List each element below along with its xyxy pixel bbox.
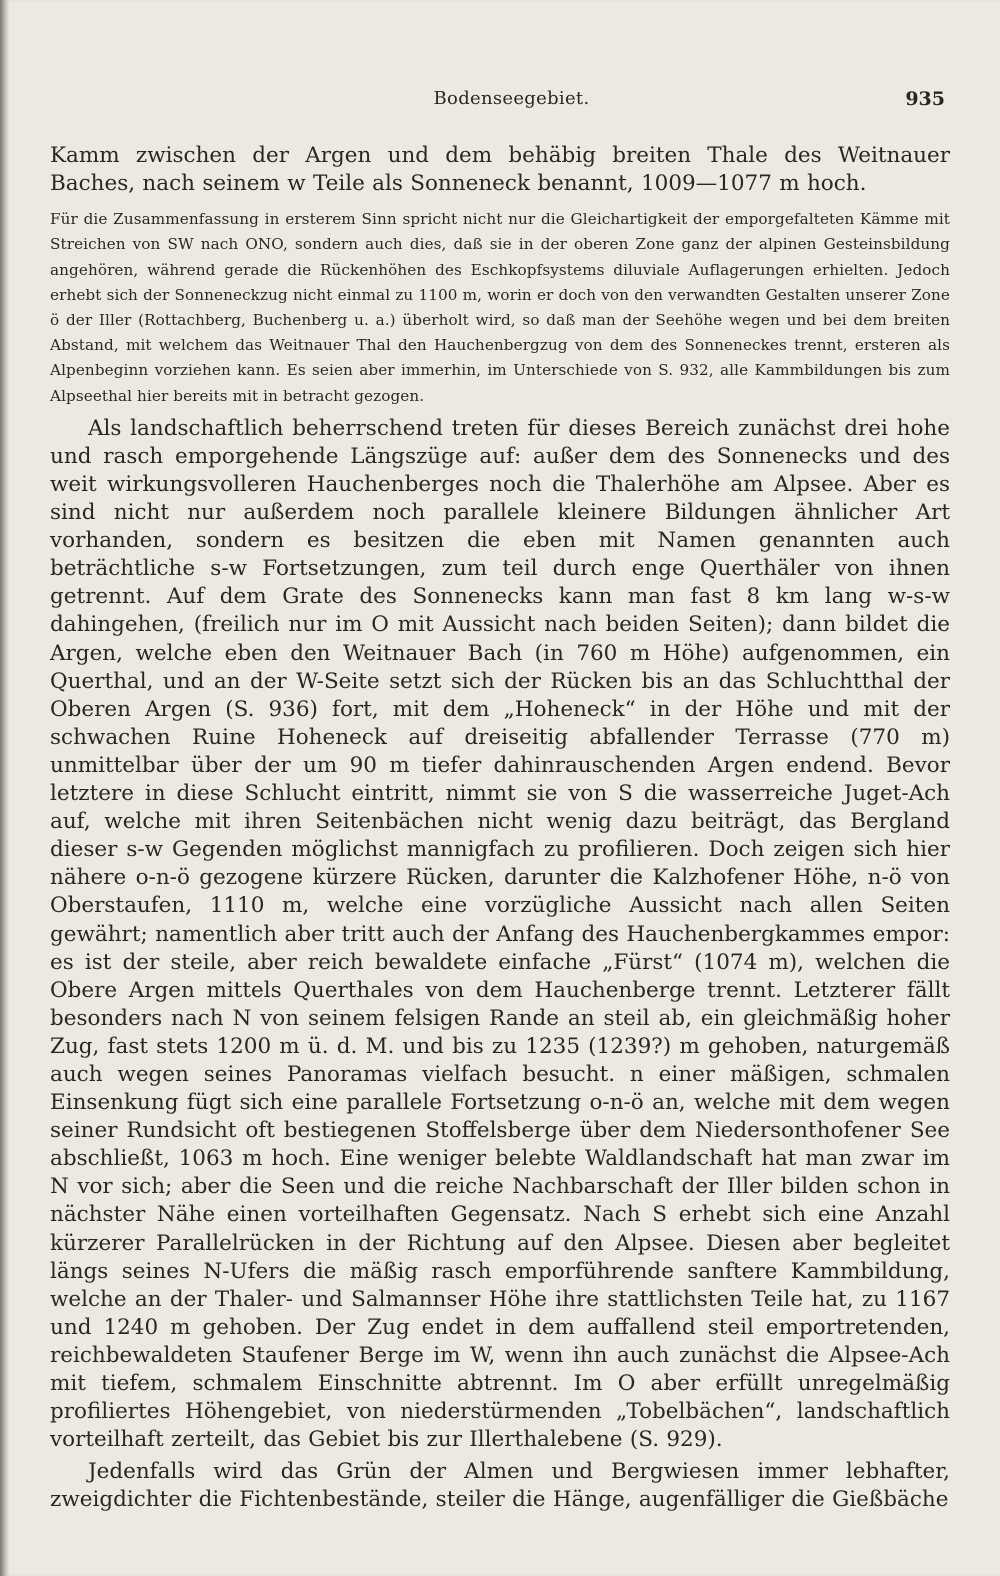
fine-print-note: Für die Zusammenfassung in ersterem Sinn spricht nicht nur die Gleichartigkeit der emporgefalteten Kämme mit Streichen von SW nach ONO, sondern auch dies, daß sie in der oberen Zone ganz der alpinen Gesteinsbildung angehören, während gerade die Rückenhöhen des Eschkopfsystems diluviale Auflagerungen erhielten. Jedoch erhebt sich der Sonneneckzug nicht einmal zu 1100 m, worin er doch von den verwandten Gestalten unserer Zone ö der Iller (Rottachberg, Buchenberg u. a.) überholt wird, so daß man der Seehöhe wegen und bei dem breiten Abstand, mit welchem das Weitnauer Thal den Hauchenbergzug von dem des Sonneneckes trennt, ersteren als Alpenbeginn vorziehen kann. Es seien aber immerhin, im Unterschiede von S. 932, alle Kammbildungen bis zum Alpseethal hier bereits mit in betracht gezogen. [50, 210, 950, 405]
paragraph-landscape-description: Als landschaftlich beherrschend treten für dieses Bereich zunächst drei hohe und rasch emporgehende Längszüge auf: außer dem des Sonnenecks und des weit wirkungsvolleren Hauchenberges noch die Thalerhöhe am Alpsee. Aber es sind nicht nur außerdem noch parallele kleinere Bildungen ähnlicher Art vorhanden, sondern es besitzen die eben mit Namen genannten auch beträchtliche s-w Fortsetzungen, zum teil durch enge Querthäler von ihnen getrennt. Auf dem Grate des Sonnenecks kann man fast 8 km lang w-s-w dahingehen, (freilich nur im O mit Aussicht nach beiden Seiten); dann bildet die Argen, welche eben den Weitnauer Bach (in 760 m Höhe) aufgenommen, ein Querthal, und an der W-Seite setzt sich der Rücken bis an das Schluchtthal der Oberen Argen (S. 936) fort, mit dem „Hoheneck“ in der Höhe und mit der schwachen Ruine Hoheneck auf dreiseitig abfallender Terrasse (770 m) unmittelbar über der um 90 m tiefer dahinrauschenden Argen endend. Bevor letztere in diese Schlucht eintritt, nimmt sie von S die wasserreiche Juget-Ach auf, welche mit ihren Seitenbächen nicht wenig dazu beiträgt, das Bergland dieser s-w Gegenden möglichst mannigfach zu profilieren. Doch zeigen sich hier nähere o-n-ö gezogene kürzere Rücken, darunter die Kalzhofener Höhe, n-ö von Oberstaufen, 1110 m, welche eine vorzügliche Aussicht nach allen Seiten gewährt; namentlich aber tritt auch der Anfang des Hauchenbergkammes empor: es ist der steile, aber reich bewaldete einfache „Fürst“ (1074 m), welchen die Obere Argen mittels Querthales von dem Hauchenberge trennt. Letzterer fällt besonders nach N von seinem felsigen Rande an steil ab, ein gleichmäßig hoher Zug, fast stets 1200 m ü. d. M. und bis zu 1235 (1239?) m gehoben, naturgemäß auch wegen seines Panoramas vielfach besucht. n einer mäßigen, schmalen Einsenkung fügt sich eine parallele Fortsetzung o-n-ö an, welche mit dem wegen seiner Rundsicht oft bestiegenen Stoffelsberge über dem Niedersonthofener See abschließt, 1063 m hoch. Eine weniger belebte Waldlandschaft hat man zwar im N vor sich; aber die Seen und die reiche Nachbarschaft der Iller bilden schon in nächster Nähe einen vorteilhaften Gegensatz. Nach S erhebt sich eine Anzahl kürzerer Parallelrücken in der Richtung auf den Alpsee. Diesen aber begleitet längs seines N-Ufers die mäßig rasch emporführende sanftere Kammbildung, welche an der Thaler- und Salmannser Höhe ihre stattlichsten Teile hat, zu 1167 und 1240 m gehoben. Der Zug endet in dem auffallend steil emportretenden, reichbewaldeten Staufener Berge im W, wenn ihn auch zunächst die Alpsee-Ach mit tiefem, schmalem Einschnitte abtrennt. Im O aber erfüllt unregelmäßig profiliertes Höhengebiet, von niederstürmenden „Tobelbächen“, landschaftlich vorteilhaft zerteilt, das Gebiet bis zur Illerthalebene (S. 929). [50, 415, 950, 1453]
paragraph-final: Jedenfalls wird das Grün der Almen und Bergwiesen immer lebhafter, zweigdichter die Fichtenbestände, steiler die Hänge, augenfälliger die Gießbäche [50, 1459, 950, 1513]
paragraph-continuation: Kamm zwischen der Argen und dem behäbig breiten Thale des Weitnauer Baches, nach seinem w Teile als Sonneneck benannt, 1009—1077 m hoch. [50, 143, 950, 197]
page-number: 935 [905, 88, 945, 110]
page-gutter-shadow [0, 0, 9, 1576]
running-header [78, 88, 945, 114]
page-body [50, 142, 950, 1514]
running-header-title: Bodenseegebiet. [433, 88, 590, 109]
